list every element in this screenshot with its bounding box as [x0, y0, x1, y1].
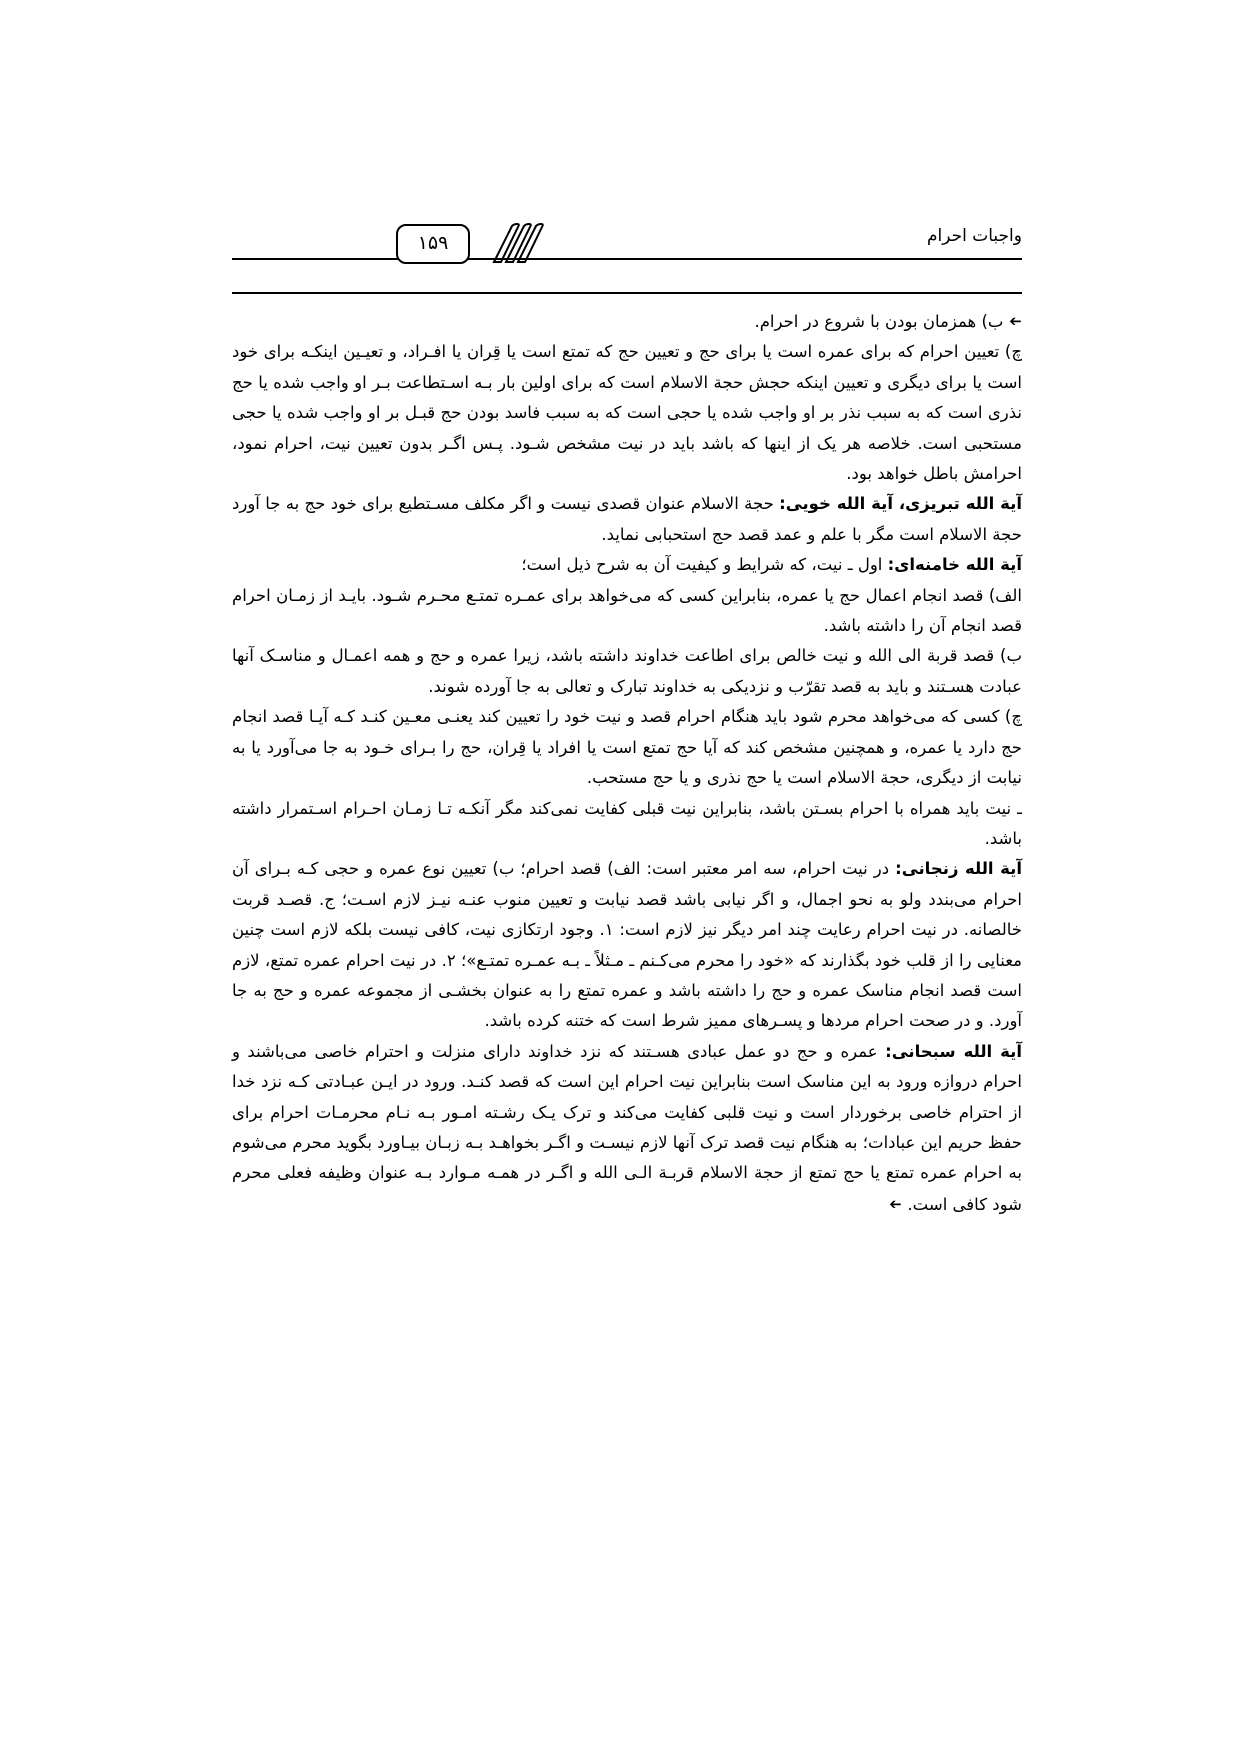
paragraph-text: ب) همزمان بودن با شروع در احرام. — [754, 312, 1004, 331]
paragraph-khamenei — [232, 550, 1022, 580]
paragraph-ba — [232, 306, 1022, 337]
paragraph-text: چ) کسی که می‌خواهد محرم شود باید هنگام احرام قصد و نیت خود را تعیین کند یعنـی معـین کنـد کـه آیـا قصد انجام حج دارد یا عمره، و همچنین مشخص کند که آیا حج تمتع است یا افراد یا قِران، حج را بـرای خـود به جا می‌آورد یا به نیابت از دیگری، حجة الاسلام است یا حج نذری و یا حج مستحب. — [232, 707, 1022, 788]
jurist-heading-zanjani: آیة الله زنجانی: — [895, 859, 1022, 879]
jurist-heading-khamenei: آیة الله خامنه‌ای: — [887, 555, 1022, 575]
paragraph-text: عمره و حج دو عمل عبادی هسـتند که نزد خداوند دارای منزلت و احترام خاصی می‌باشند و احرام دروازه ورود به این مناسک است بنابراین نیت احرام این است که قصد کنـد. ورود در ایـن عبـادتی کـه نزد خدا از احترام خاصی برخوردار است و نیت قلبی کفایت می‌کند و ترک یـک رشـته امـور بـه نـام محرمـات احرام برای حفظ حریم این عبادات؛ به هنگام نیت قصد ترک آنها لازم نیسـت و اگـر بخواهـد بـه زبـان بیـاورد بگوید محرم می‌شوم به احرام عمره تمتع یا حج تمتع از حجة الاسلام قربـة الـی الله و اگـر در همـه مـوارد بـه عنوان وظیفه فعلی محرم شود کافی است. — [232, 1041, 1022, 1214]
paragraph-che-second — [232, 702, 1022, 793]
page-number: ۱۵۹ — [417, 231, 449, 254]
paragraph-be — [232, 641, 1022, 702]
paragraph-text: چ) تعیین احرام که برای عمره است یا برای حج و تعیین حج که تمتع است یا قِران یا افـراد، و تعیـین اینکـه برای خود است یا برای دیگری و تعیین اینکه حجش حجة الاسلام است که برای اولین بار بـه اسـتطاعت بـر او واجب شده یا حج نذری است که به سبب نذر بر او واجب شده یا حجی است که به سبب فاسد بودن حج قبـل بر او واجب شده یا حجی مستحبی است. خلاصه هر یک از اینها که باشد باید در نیت مشخص شـود. پـس اگـر بدون تعیین نیت، احرام نمود، احرامش باطل خواهد بود. — [232, 342, 1022, 484]
page-number-badge — [396, 224, 470, 264]
paragraph-text: در نیت احرام، سه امر معتبر است: الف) قصد احرام؛ ب) تعیین نوع عمره و حجی کـه بـرای آن احرام می‌بندد ولو به نحو اجمال، و اگر نیابی باشد قصد نیابت و تعیین منوب عنـه نیـز لازم اسـت؛ ج. قصـد قربت خالصانه. در نیت احرام رعایت چند امر دیگر نیز لازم است: ۱. وجود ارتکازی نیت، کافی نیست بلکه لازم است چنین معنایی را از قلب خود بگذارند که «خود را محرم می‌کـنم ـ مـثلاً ـ بـه عمـره تمتـع»؛ ۲. در نیت احرام عمره تمتع، لازم است قصد انجام مناسک عمره و حج را داشته باشد و عمره تمتع را به عنوان بخشـی از مجموعه عمره و حج به جا آورد. و در صحت احرام مردها و پسـرهای ممیز شرط است که ختنه کرده باشد. — [232, 859, 1022, 1031]
running-head-rule — [232, 258, 1022, 260]
body-top-rule — [232, 292, 1022, 294]
folio-stripes-decoration — [464, 223, 544, 263]
jurist-heading-tabrizi-khoei: آیة الله تبریزی، آیة الله خویی: — [779, 494, 1022, 514]
paragraph-che — [232, 337, 1022, 489]
body-content — [232, 306, 1022, 1220]
paragraph-sobhani — [232, 1037, 1022, 1220]
paragraph-dash-note — [232, 794, 1022, 855]
jurist-heading-sobhani: آیة الله سبحانی: — [885, 1041, 1022, 1061]
paragraph-alef — [232, 581, 1022, 642]
paragraph-text: حجة الاسلام عنوان قصدی نیست و اگر مکلف مسـتطیع برای خود حج به جا آورد حجة الاسلام است مگر با علم و عمد قصد حج استحبابی نماید. — [232, 494, 1022, 544]
paragraph-tabrizi-khoei — [232, 489, 1022, 550]
paragraph-text: ـ نیت باید همراه با احرام بسـتن باشد، بنابراین نیت قبلی کفایت نمی‌کند مگر آنکـه تـا زمـان احـرام اسـتمرار داشته باشد. — [232, 798, 1022, 848]
paragraph-text: الف) قصد انجام اعمال حج یا عمره، بنابراین کسی که می‌خواهد برای عمـره تمتـع محـرم شـود. بایـد از زمـان احرام قصد انجام آن را داشته باشد. — [232, 585, 1022, 636]
paragraph-text: اول ـ نیت، که شرایط و کیفیت آن به شرح ذیل است؛ — [521, 555, 888, 575]
paragraph-text: ب) قصد قربة الی الله و نیت خالص برای اطاعت خداوند داشته باشد، زیرا عمره و حج و همه اعمـال و مناسـک آنها عبادت هسـتند و باید به قصد تقرّب و نزدیکی به خداوند تبارک و تعالی به جا آورده شوند. — [232, 646, 1022, 696]
running-head-title: واجبات احرام — [926, 226, 1022, 246]
paragraph-zanjani — [232, 854, 1022, 1036]
running-head — [232, 224, 1022, 268]
